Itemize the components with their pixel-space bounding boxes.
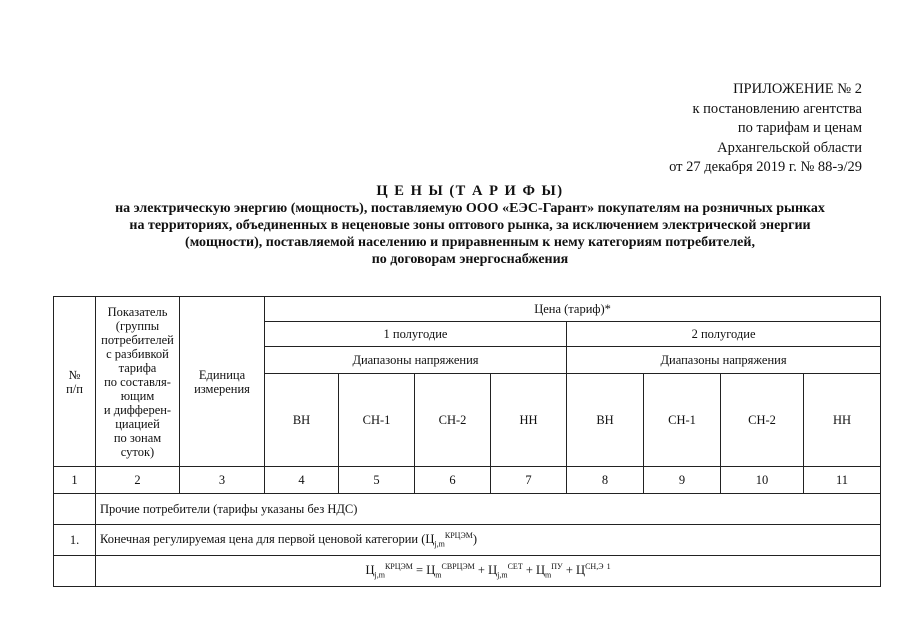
voltage-ranges-1: Диапазоны напряжения [265, 347, 567, 374]
item-text: Конечная регулируемая цена для первой ценовой категории (Ц [100, 531, 435, 546]
header-text: суток) [120, 444, 155, 459]
item-number: 1. [54, 525, 96, 556]
section-title: Прочие потребители (тарифы указаны без НДС) [96, 494, 881, 525]
voltage-level: СН-2 [721, 374, 804, 467]
section-row [54, 494, 881, 525]
formula-number-cell [54, 556, 96, 587]
price-header: Цена (тариф)* [265, 297, 881, 322]
column-number: 3 [180, 467, 265, 494]
formula-symbol: Ц [365, 562, 375, 577]
column-number: 4 [265, 467, 339, 494]
voltage-level: НН [804, 374, 881, 467]
column-number: 7 [491, 467, 567, 494]
formula-sub: j,m [497, 570, 508, 580]
voltage-ranges-2: Диапазоны напряжения [567, 347, 881, 374]
formula [96, 556, 881, 587]
formula-footnote: 1 [606, 561, 611, 571]
formula-sub: m [545, 570, 552, 580]
col-indicator-header [96, 297, 180, 467]
formula-symbol: Ц [576, 562, 586, 577]
column-number: 5 [339, 467, 415, 494]
appendix-line: по тарифам и ценам [737, 120, 862, 136]
appendix-block [562, 80, 862, 178]
column-number: 1 [54, 467, 96, 494]
formula-symbol: Ц [426, 562, 436, 577]
heading-line: по договорам энергоснабжения [371, 252, 569, 267]
header-text: циацией [115, 416, 160, 431]
header-text: п/п [66, 381, 83, 396]
formula-sup: КРЦЭМ [384, 561, 413, 571]
col-number-header [54, 297, 96, 467]
voltage-level: СН-1 [339, 374, 415, 467]
header-text: № [68, 367, 81, 382]
heading-line: (мощности), поставляемой населению и приравненным к нему категориям потребителей, [185, 235, 755, 250]
column-number: 2 [96, 467, 180, 494]
formula-operator: + [522, 562, 537, 577]
appendix-date: от 27 декабря 2019 г. № 88-э/29 [669, 159, 862, 175]
formula-operator: = [412, 562, 427, 577]
header-text: Показатель [107, 304, 168, 319]
item-row [54, 525, 881, 556]
header-text: измерения [194, 381, 250, 396]
col-unit-header [180, 297, 265, 467]
header-text: потребителей [101, 332, 174, 347]
voltage-level: ВН [567, 374, 644, 467]
voltage-level: СН-1 [644, 374, 721, 467]
voltage-level: НН [491, 374, 567, 467]
formula-operator: + [474, 562, 489, 577]
header-text: по зонам [113, 430, 162, 445]
item-sup: КРЦЭМ [444, 530, 473, 540]
formula-symbol: Ц [536, 562, 546, 577]
column-number: 11 [804, 467, 881, 494]
half-year-1: 1 полугодие [265, 322, 567, 347]
heading-line: на территориях, объединенных в неценовые зоны оптового рынка, за исключением электрической энергии [129, 218, 811, 233]
formula-sub: m [435, 570, 442, 580]
formula-sup: СН,Э [585, 561, 604, 571]
column-number: 9 [644, 467, 721, 494]
voltage-level: СН-2 [415, 374, 491, 467]
header-text: ющим [120, 388, 155, 403]
formula-operator: + [562, 562, 577, 577]
column-number: 8 [567, 467, 644, 494]
header-text: тарифа [118, 360, 157, 375]
column-number: 10 [721, 467, 804, 494]
item-close: ) [472, 531, 478, 546]
half-year-2: 2 полугодие [567, 322, 881, 347]
document-title: Ц Е Н Ы (Т А Р И Ф Ы) [376, 183, 564, 199]
item-sub: j,m [434, 539, 445, 549]
price-table [53, 296, 881, 587]
header-text: и дифферен- [103, 402, 172, 417]
appendix-line: Архангельской области [717, 139, 862, 156]
appendix-line: к постановлению агентства [692, 100, 862, 117]
header-row [54, 297, 881, 322]
column-numbers-row [54, 467, 881, 494]
formula-sup: СЕТ [507, 561, 523, 571]
heading-line: на электрическую энергию (мощность), поставляемую ООО «ЕЭС-Гарант» покупателям на розничных рынках [115, 201, 825, 216]
header-text: по составля- [104, 374, 171, 389]
column-number: 6 [415, 467, 491, 494]
document-heading [60, 183, 880, 268]
voltage-level: ВН [265, 374, 339, 467]
formula-symbol: Ц [488, 562, 498, 577]
formula-sup: ПУ [551, 561, 563, 571]
formula-sub: j,m [374, 570, 385, 580]
appendix-title: ПРИЛОЖЕНИЕ № 2 [733, 81, 862, 97]
section-number-cell [54, 494, 96, 525]
formula-row [54, 556, 881, 587]
item-description [96, 525, 881, 556]
formula-sup: СВРЦЭМ [441, 561, 475, 571]
header-text: с разбивкой [106, 346, 169, 361]
header-text: Единица [198, 367, 246, 382]
header-text: (группы [115, 318, 160, 333]
